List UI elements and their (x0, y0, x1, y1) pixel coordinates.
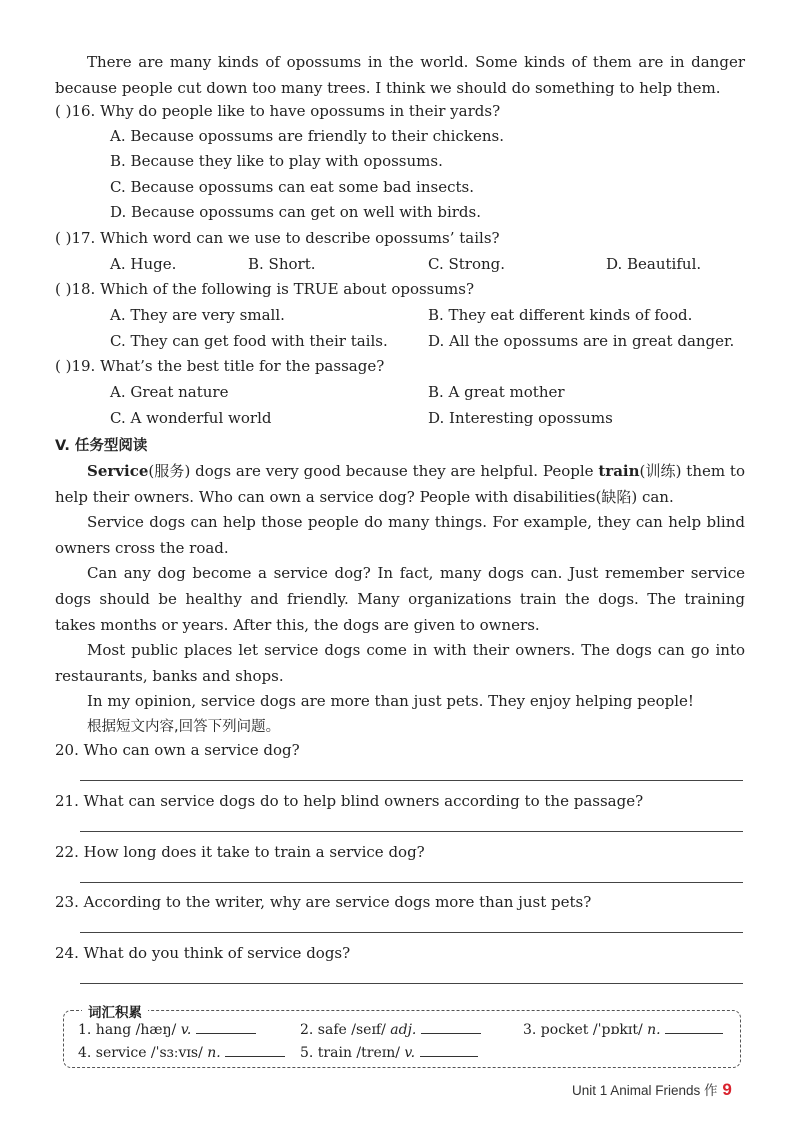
vocab-pos-1: v. (180, 1022, 192, 1038)
q19-option-a: A. Great nature (110, 383, 229, 401)
vocab-blank-1[interactable] (196, 1021, 256, 1034)
keyword-train: train (598, 462, 640, 480)
vocab-item-5 (300, 1044, 478, 1061)
q19-option-d: D. Interesting opossums (428, 409, 613, 427)
q18-option-a: A. They are very small. (110, 306, 285, 324)
vocab-pos-4: n. (207, 1045, 221, 1061)
q16-option-d: D. Because opossums can get on well with birds. (110, 203, 482, 221)
q16-option-c: C. Because opossums can eat some bad insects. (110, 178, 474, 196)
passage-paragraph-3: Can any dog become a service dog? In fact, many dogs can. Just remember service dogs should be healthy and friendly. Many organizations train the dogs. The training takes months or years. After this, the dogs are given to owners. (55, 564, 745, 634)
answer-line-24[interactable] (80, 983, 743, 984)
q16-option-b: B. Because they like to play with opossums. (110, 152, 443, 170)
question-24: 24. What do you think of service dogs? (55, 944, 351, 962)
vocab-blank-5[interactable] (420, 1044, 478, 1057)
q16-option-a: A. Because opossums are friendly to their chickens. (110, 127, 504, 145)
page-footer (572, 1079, 732, 1100)
question-22: 22. How long does it take to train a service dog? (55, 843, 425, 861)
answer-line-22[interactable] (80, 882, 743, 883)
q17-option-c: C. Strong. (428, 255, 506, 273)
passage-paragraph-5: In my opinion, service dogs are more than just pets. They enjoy helping people! (87, 692, 694, 711)
keyword-service: Service (87, 462, 149, 480)
passage-p1-part-b: (训练) them to help their owners. Who can own a service dog? People with disabilities(缺陷) can. (55, 462, 745, 506)
intro-text: There are many kinds of opossums in the world. Some kinds of them are in danger because people cut down too many trees. I think we should do something to help them. (55, 53, 745, 97)
vocab-item-1 (78, 1021, 256, 1038)
q17-option-a: A. Huge. (110, 255, 177, 273)
footer-unit-label: Unit 1 Animal Friends 作 (572, 1083, 718, 1098)
intro-paragraph (55, 50, 745, 101)
vocab-blank-2[interactable] (421, 1021, 481, 1034)
q18-option-d: D. All the opossums are in great danger. (428, 332, 735, 350)
vocab-blank-3[interactable] (665, 1021, 723, 1034)
q19-option-b: B. A great mother (428, 383, 565, 401)
q19-option-c: C. A wonderful world (110, 409, 272, 427)
answer-line-23[interactable] (80, 932, 743, 933)
question-16-stem: ( )16. Why do people like to have opossums in their yards? (55, 102, 501, 120)
service-dog-passage (55, 459, 745, 741)
vocab-word-4: 4. service /ˈsɜːvɪs/ (78, 1045, 208, 1061)
vocab-item-2 (300, 1021, 481, 1038)
question-21: 21. What can service dogs do to help blind owners according to the passage? (55, 792, 644, 810)
vocab-word-3: 3. pocket /ˈpɒkɪt/ (523, 1022, 648, 1038)
passage-p1-part-a: (服务) dogs are very good because they are helpful. People (148, 462, 599, 480)
question-19-stem: ( )19. What’s the best title for the passage? (55, 357, 385, 375)
vocab-pos-2: adj. (390, 1022, 417, 1038)
q18-option-b: B. They eat different kinds of food. (428, 306, 693, 324)
vocab-word-1: 1. hang /hæŋ/ (78, 1022, 181, 1038)
q17-option-b: B. Short. (248, 255, 316, 273)
passage-paragraph-4: Most public places let service dogs come in with their owners. The dogs can go into restaurants, banks and shops. (55, 641, 745, 685)
question-23: 23. According to the writer, why are service dogs more than just pets? (55, 893, 592, 911)
answer-line-20[interactable] (80, 780, 743, 781)
vocab-pos-5: v. (404, 1045, 416, 1061)
q17-option-d: D. Beautiful. (606, 255, 702, 273)
q18-option-c: C. They can get food with their tails. (110, 332, 388, 350)
section-5-heading: V. 任务型阅读 (55, 438, 148, 454)
vocabulary-title: 词汇积累 (82, 1001, 148, 1021)
page-number: 9 (722, 1080, 732, 1099)
vocab-blank-4[interactable] (225, 1044, 285, 1057)
instruction-text: 根据短文内容,回答下列问题。 (87, 718, 281, 735)
vocab-item-3 (523, 1021, 723, 1038)
vocab-item-4 (78, 1044, 285, 1061)
answer-line-21[interactable] (80, 831, 743, 832)
question-18-stem: ( )18. Which of the following is TRUE about opossums? (55, 280, 474, 298)
vocab-pos-3: n. (647, 1022, 661, 1038)
question-17-stem: ( )17. Which word can we use to describe opossums’ tails? (55, 229, 500, 247)
vocab-word-2: 2. safe /seɪf/ (300, 1022, 391, 1038)
passage-paragraph-1 (55, 459, 745, 510)
passage-paragraph-2: Service dogs can help those people do many things. For example, they can help blind owners cross the road. (55, 513, 745, 557)
question-20: 20. Who can own a service dog? (55, 741, 300, 759)
vocab-word-5: 5. train /treɪn/ (300, 1045, 405, 1061)
